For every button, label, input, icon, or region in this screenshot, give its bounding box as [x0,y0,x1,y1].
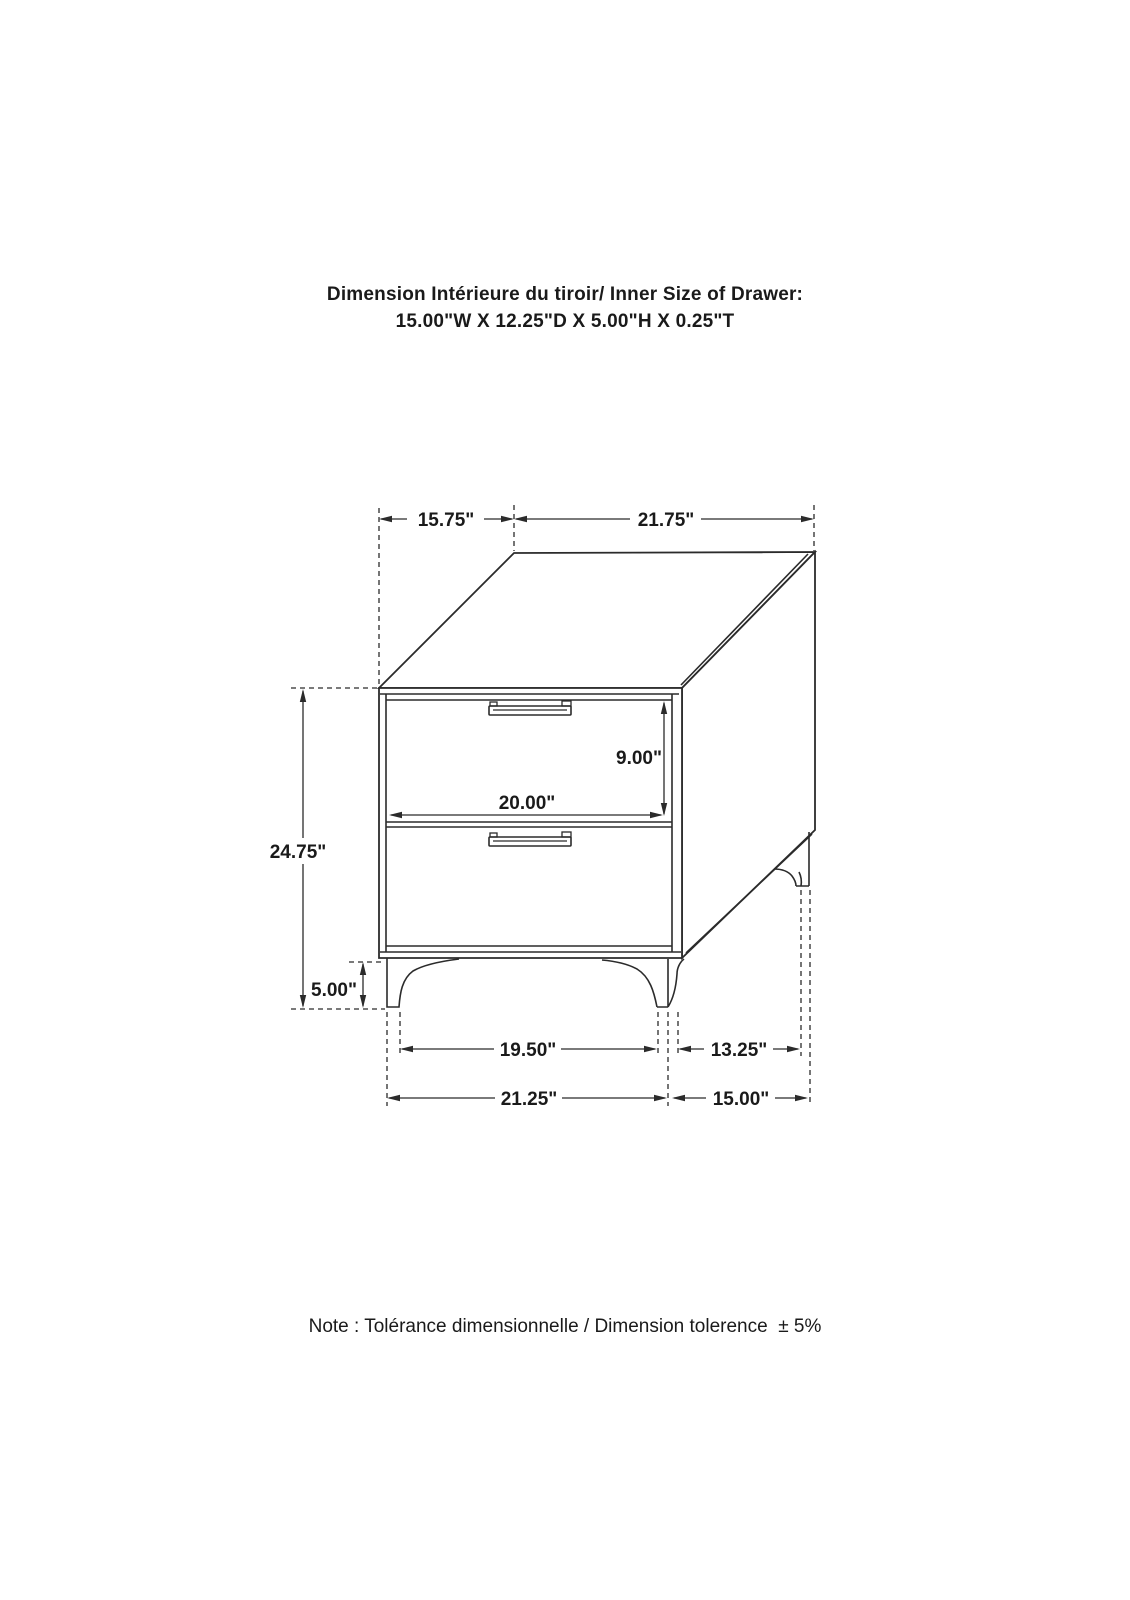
tolerance-note: Note : Tolérance dimensionnelle / Dimension tolerence ± 5% [308,1316,822,1337]
title-line-1: Dimension Intérieure du tiroir/ Inner Size of Drawer: [326,284,804,305]
dim-label-overall-height: 24.75" [269,842,327,863]
dim-label-overall-width: 21.25" [500,1089,558,1110]
dim-label-front-leg-span: 19.50" [499,1040,557,1061]
title-line-2: 15.00"W X 12.25"D X 5.00"H X 0.25"T [395,311,735,332]
dim-label-top-width: 21.75" [637,510,695,531]
dim-label-side-leg-span: 13.25" [710,1040,768,1061]
dim-label-drawer-width: 20.00" [498,793,556,814]
front-left-leg [387,958,459,1007]
cabinet [379,552,815,1007]
dim-label-leg-height: 5.00" [311,980,357,1001]
dim-label-drawer-opening-height: 9.00" [616,748,662,769]
dim-label-overall-depth: 15.00" [712,1089,770,1110]
front-right-leg [602,959,684,1007]
cabinet-front-face [379,688,682,958]
dim-label-top-depth: 15.75" [417,510,475,531]
